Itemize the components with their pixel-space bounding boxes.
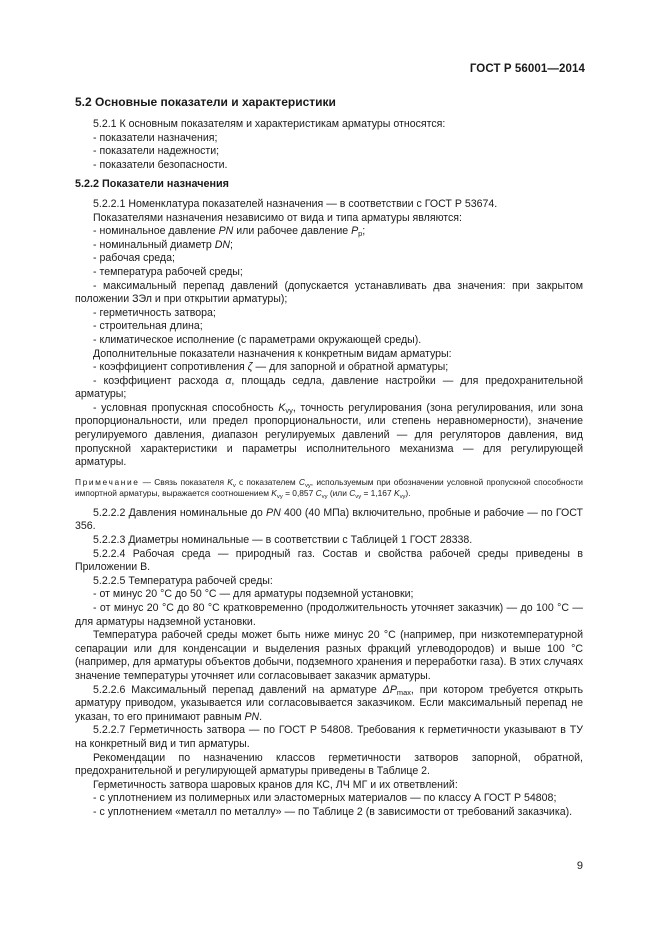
paragraph-recommendations: Рекомендации по назначению классов герметичности затворов запорной, обратной, предохранительной и регулирующей арматуры приведены в Таблице 2. [75,751,583,778]
list-item: - от минус 20 °С до 50 °С — для арматуры подземной установки; [93,588,414,601]
list-item: - с уплотнением «металл по металлу» — по Таблице 2 (в зависимости от требований заказчика). [93,805,573,818]
list-item: - температура рабочей среды; [93,265,243,278]
page-number: 9 [576,860,583,872]
list-item: - максимальный перепад давлений (допускается устанавливать два значения: при закрытом положении ЗЭл и при открытии арматуры); [75,279,583,306]
section-title-5-2: 5.2 Основные показатели и характеристики [75,95,336,109]
list-item: - условная пропускная способность $K_{vy}$, точность регулирования (зона регулирования, или зона пропорциональности, или предел пропорциональности, или степень неравномерности), значение регулируемого давления, диапазон регулируемых давлений — для регуляторов давления, вид пропускной характеристики и параметры исполнительного механизма — для регулирующей арматуры. [75,401,583,469]
list-item: - номинальный диаметр DN; [93,238,233,251]
paragraph-5-2-2-4: 5.2.2.4 Рабочая среда — природный газ. Состав и свойства рабочей среды приведены в Приложении В. [75,547,583,574]
list-item: - от минус 20 °С до 80 °С кратковременно (продолжительность уточняет заказчик) — до 100 °С — для арматуры надземной установки. [75,602,583,628]
list-item: - показатели надежности; [93,145,220,158]
paragraph-additional: Дополнительные показатели назначения к конкретным видам арматуры: [93,347,452,360]
document-code: ГОСТ Р 56001—2014 [469,63,585,75]
paragraph-5-2-2-7: 5.2.2.7 Герметичность затвора — по ГОСТ Р 54808. Требования к герметичности указывают в ТУ на конкретный вид и тип арматуры. [75,724,583,750]
paragraph-5-2-2-6: 5.2.2.6 Максимальный перепад давлений на арматуре $\Delta P_{max}$, при котором требуется открыть арматуру приводом, указывается или согласовывается заказчиком. Если максимальный перепад не указан, то его принимают равным PN. [75,683,583,723]
list-item: - коэффициент расхода α, площадь седла, давление настройки — для предохранительной арматуры; [75,374,583,401]
paragraph-temperature: Температура рабочей среды может быть ниже минус 20 °С (например, при низкотемпературной сепарации или для конденсации и выделения разных фракций углеводородов) и выше 100 °С (например, для арматуры объектов добычи, подземного хранения и переработки газа). В этих случаях значение температуры уточняет или согласовывает заказчик арматуры. [75,629,583,682]
paragraph-5-2-1: 5.2.1 К основным показателям и характеристикам арматуры относятся: [93,118,446,130]
list-item: - с уплотнением из полимерных или эластомерных материалов — по классу А ГОСТ Р 54808; [93,792,557,805]
list-item: - герметичность затвора; [93,306,216,319]
page-content [75,95,583,820]
section-title-5-2-2: 5.2.2 Показатели назначения [75,178,229,191]
paragraph-5-2-2-3: 5.2.2.3 Диаметры номинальные — в соответствии с Таблицей 1 ГОСТ 28338. [93,534,473,547]
paragraph-5-2-2-1: 5.2.2.1 Номенклатура показателей назначения — в соответствии с ГОСТ Р 53674. [93,197,498,210]
list-item: - рабочая среда; [93,252,175,265]
list-item: - номинальное давление PN или рабочее давление $P_р$; [93,225,366,239]
list-item: - климатическое исполнение (с параметрами окружающей среды). [93,333,422,346]
paragraph-5-2-2-2: 5.2.2.2 Давления номинальные до PN 400 (40 МПа) включительно, пробные и рабочие — по ГОСТ 356. [75,506,583,533]
paragraph-intro: Показателями назначения независимо от вида и типа арматуры являются: [93,211,462,224]
note: Примечание — Связь показателя $K_v$ с показателем $C_{vy}$, используемым при обозначении условной пропускной способности импортной арматуры, выражается соотношением $K_{vy} = 0,857$ $C_{vy}$ (или $C_{vy} = 1,167$ $K_{vy}$). [75,476,583,501]
list-item: - коэффициент сопротивления ζ — для запорной и обратной арматуры; [93,361,449,374]
list-item: - показатели безопасности. [93,158,228,171]
list-item: - показатели назначения; [93,131,218,144]
paragraph-5-2-2-5: 5.2.2.5 Температура рабочей среды: [93,574,273,587]
paragraph-ball-valves: Герметичность затвора шаровых кранов для КС, ЛЧ МГ и их ответвлений: [93,778,458,791]
list-item: - строительная длина; [93,320,203,333]
